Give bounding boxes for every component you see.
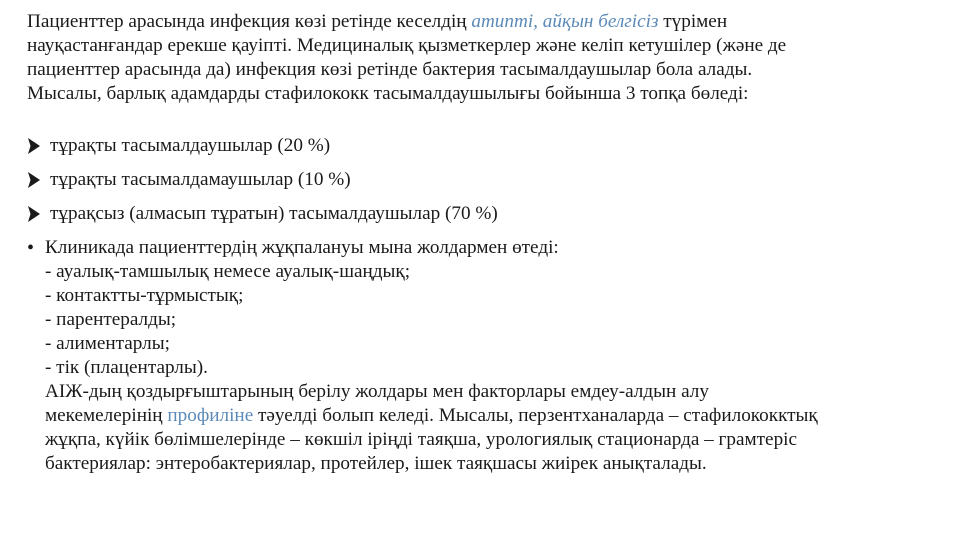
list-item-text: тұрақты тасымалдаушылар (20 %) <box>50 135 331 156</box>
arrow-bullet-icon <box>27 171 41 189</box>
list-item <box>27 168 927 192</box>
round-bullet-icon: • <box>27 237 35 259</box>
bullet-line-8 <box>45 404 942 428</box>
list-item-text: тұрақты тасымалдамаушылар (10 %) <box>50 169 351 190</box>
list-item-text: тұрақсыз (алмасып тұратын) тасымалдаушылар (70 %) <box>50 203 498 224</box>
route-item: - тік (плацентарлы). <box>45 357 208 378</box>
route-item: - контактты-тұрмыстық; <box>45 285 244 306</box>
route-item: - ауалық-тамшылық немесе ауалық-шаңдық; <box>45 261 411 282</box>
list-item <box>27 202 927 226</box>
intro-line-4: Мысалы, барлық адамдарды стафилококк тасымалдаушылығы бойынша 3 топқа бөледі: <box>27 83 749 104</box>
bullet-line-8-text-b: тәуелді болып келеді. Мысалы, перзентханаларда – стафилококктық <box>253 405 818 426</box>
arrow-bullet-icon <box>27 205 41 223</box>
bullet-line: АІЖ-дың қоздырғыштарының берілу жолдары мен факторлары емдеу-алдын алу <box>45 381 709 402</box>
route-item: - алиментарлы; <box>45 333 170 354</box>
intro-line-1-text-a: Пациенттер арасында инфекция көзі ретінде кеселдің <box>27 11 472 32</box>
route-item: - парентералды; <box>45 309 177 330</box>
atypical-form-highlight: атипті, айқын белгісіз <box>471 11 659 32</box>
intro-line-3: пациенттер арасында да) инфекция көзі ретінде бактерия тасымалдаушылар бола алады. <box>27 59 753 80</box>
profile-highlight: профиліне <box>167 405 254 426</box>
intro-line-1 <box>27 10 947 34</box>
intro-paragraph <box>27 10 947 106</box>
transmission-routes-block <box>27 236 942 476</box>
arrow-bullet-icon <box>27 137 41 155</box>
bullet-line-8-text-a: мекемелерінің <box>45 405 168 426</box>
bullet-line: Клиникада пациенттердің жұқпалануы мына жолдармен өтеді: <box>45 237 559 258</box>
intro-line-2: науқастанғандар ерекше қауіпті. Медициналық қызметкерлер және келіп кетушілер (және де <box>27 35 787 56</box>
bullet-row <box>27 236 942 476</box>
list-item <box>27 134 927 158</box>
bullet-line: жұқпа, күйік бөлімшелерінде – көкшіл іріңді таяқша, урологиялық стационарда – грамтеріс <box>45 429 798 450</box>
bullet-text <box>45 236 942 476</box>
intro-line-1-text-b: түрімен <box>658 11 728 32</box>
bullet-line: бактериялар: энтеробактериялар, протейлер, ішек таяқшасы жиірек анықталады. <box>45 453 707 474</box>
carrier-groups-list <box>27 134 927 236</box>
